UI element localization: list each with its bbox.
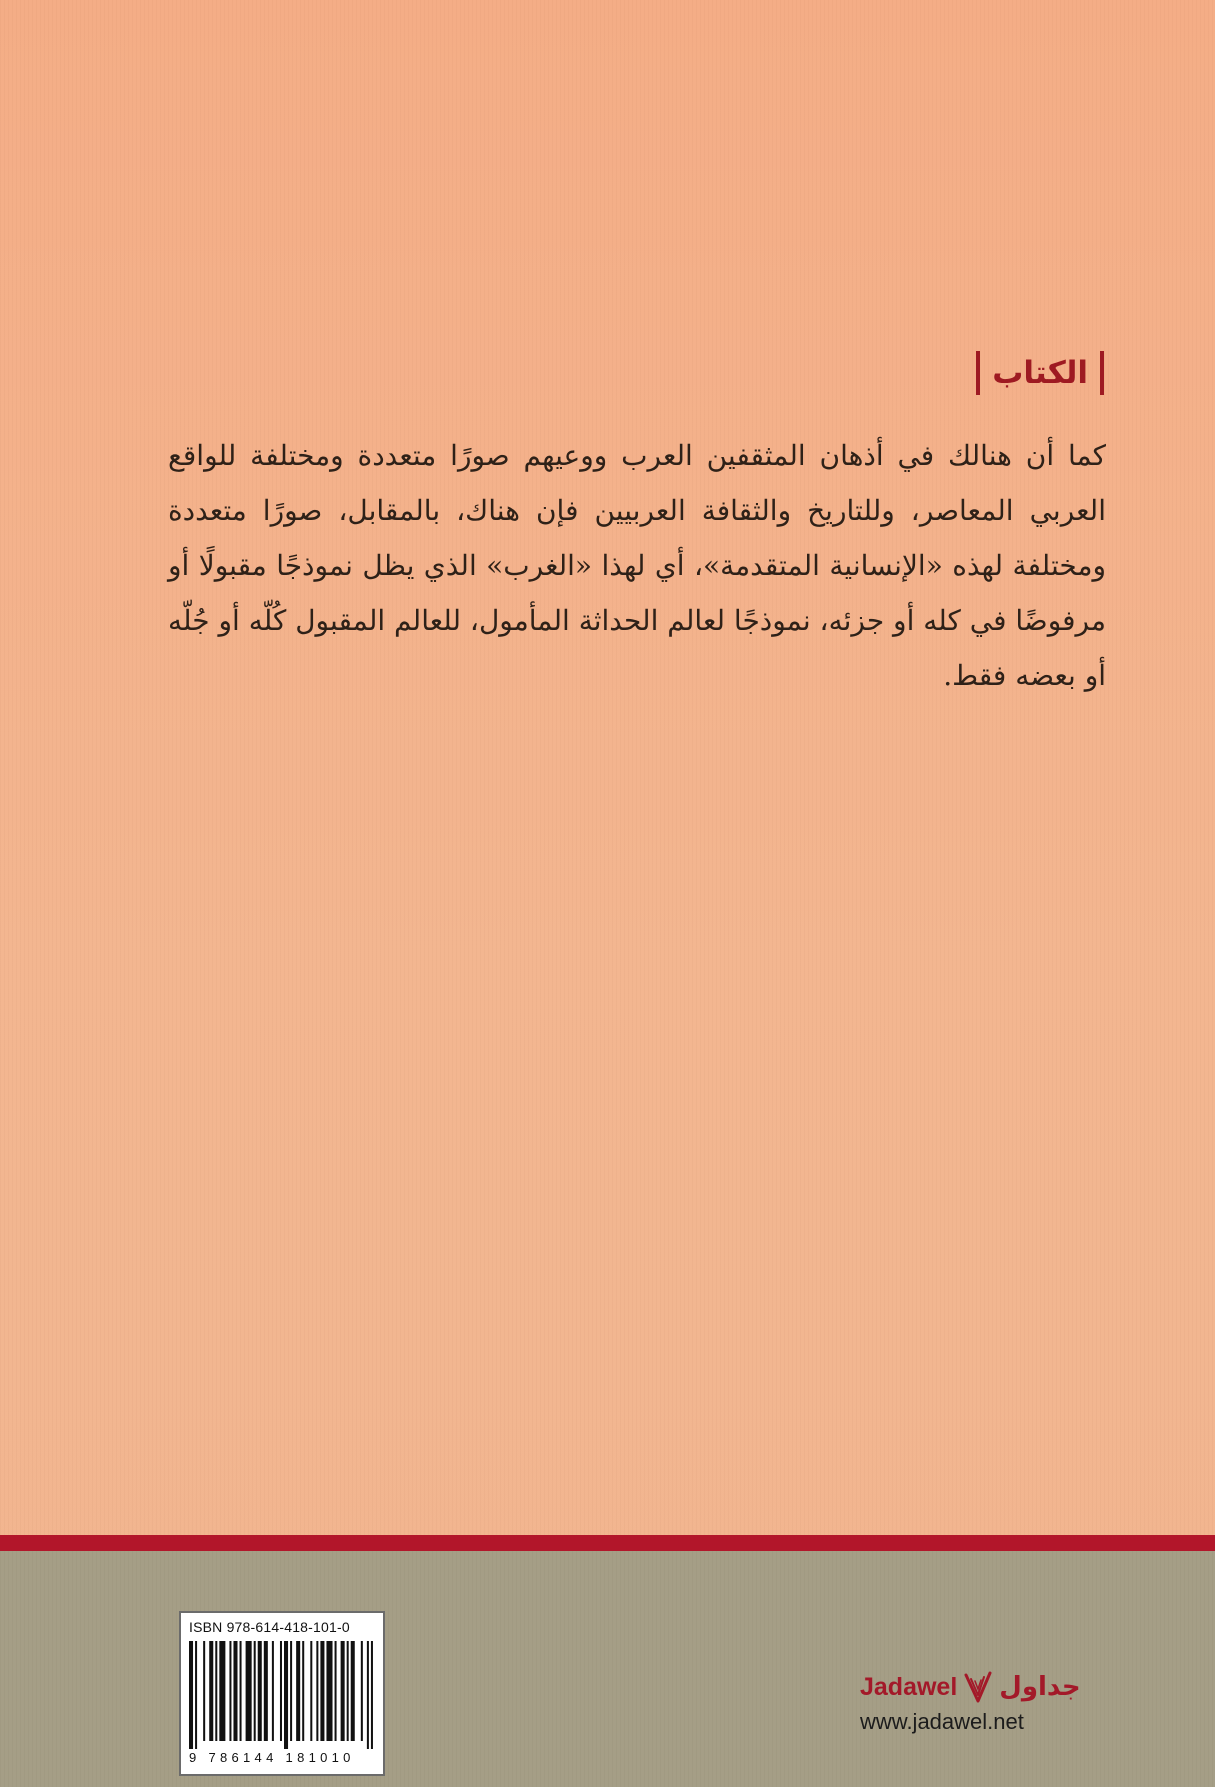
barcode-bar bbox=[371, 1641, 373, 1749]
barcode-bar bbox=[341, 1641, 345, 1741]
barcode-bar bbox=[335, 1641, 337, 1741]
barcode-bar bbox=[189, 1641, 193, 1749]
barcode-bar bbox=[326, 1641, 332, 1741]
barcode-bar bbox=[316, 1641, 318, 1741]
barcode-bar bbox=[290, 1641, 292, 1741]
heading-bar-right bbox=[1100, 351, 1104, 395]
barcode-bar bbox=[272, 1641, 274, 1741]
barcode-bar bbox=[264, 1641, 268, 1741]
barcode-bar bbox=[351, 1641, 355, 1741]
section-heading-text: الكتاب bbox=[992, 355, 1088, 391]
barcode-bar bbox=[195, 1641, 197, 1749]
publisher-block bbox=[860, 1667, 1100, 1752]
publisher-website: www.jadawel.net bbox=[860, 1709, 1024, 1734]
book-blurb: كما أن هنالك في أذهان المثقفين العرب ووعيهم صورًا متعددة ومختلفة للواقع العربي المعاصر، وللتاريخ والثقافة العربيين فإن هناك، بالمقابل، صورًا متعددة ومختلفة لهذه «الإنسانية المتقدمة»، أي لهذا «الغرب» الذي يظل نموذجًا مقبولًا أو مرفوضًا في كله أو جزئه، نموذجًا لعالم الحداثة المأمول، للعالم المقبول كُلّه أو جُلّه أو بعضه فقط. bbox=[168, 439, 1106, 692]
barcode-bar bbox=[219, 1641, 225, 1741]
barcode-bar bbox=[361, 1641, 363, 1741]
barcode-bar bbox=[367, 1641, 369, 1749]
heading-bar-left bbox=[976, 351, 980, 395]
barcode-bar bbox=[254, 1641, 256, 1741]
barcode-bar bbox=[240, 1641, 242, 1741]
publisher-brand bbox=[860, 1667, 1081, 1707]
barcode-bar bbox=[347, 1641, 349, 1741]
barcode-block bbox=[179, 1611, 385, 1776]
red-divider-band bbox=[0, 1535, 1215, 1551]
publisher-name-latin: Jadawel bbox=[860, 1672, 958, 1701]
barcode-bar bbox=[246, 1641, 252, 1741]
barcode-bar bbox=[310, 1641, 312, 1741]
barcode-digits: 9 786144 181010 bbox=[189, 1750, 355, 1765]
barcode-bar bbox=[258, 1641, 262, 1741]
publisher-name-arabic: جداول bbox=[999, 1672, 1081, 1702]
barcode-bar bbox=[215, 1641, 217, 1741]
barcode-bar bbox=[233, 1641, 237, 1741]
isbn-label: ISBN 978-614-418-101-0 bbox=[189, 1619, 350, 1635]
barcode-bar bbox=[209, 1641, 213, 1741]
barcode-bar bbox=[302, 1641, 304, 1741]
barcode-bar bbox=[284, 1641, 288, 1749]
jadawel-logo-icon bbox=[962, 1669, 994, 1705]
section-heading bbox=[976, 350, 1104, 396]
barcode-bar bbox=[203, 1641, 205, 1741]
barcode-bar bbox=[229, 1641, 231, 1741]
barcode-icon bbox=[189, 1641, 377, 1749]
barcode-bar bbox=[320, 1641, 324, 1741]
barcode-bar bbox=[296, 1641, 300, 1741]
barcode-bar bbox=[280, 1641, 282, 1741]
